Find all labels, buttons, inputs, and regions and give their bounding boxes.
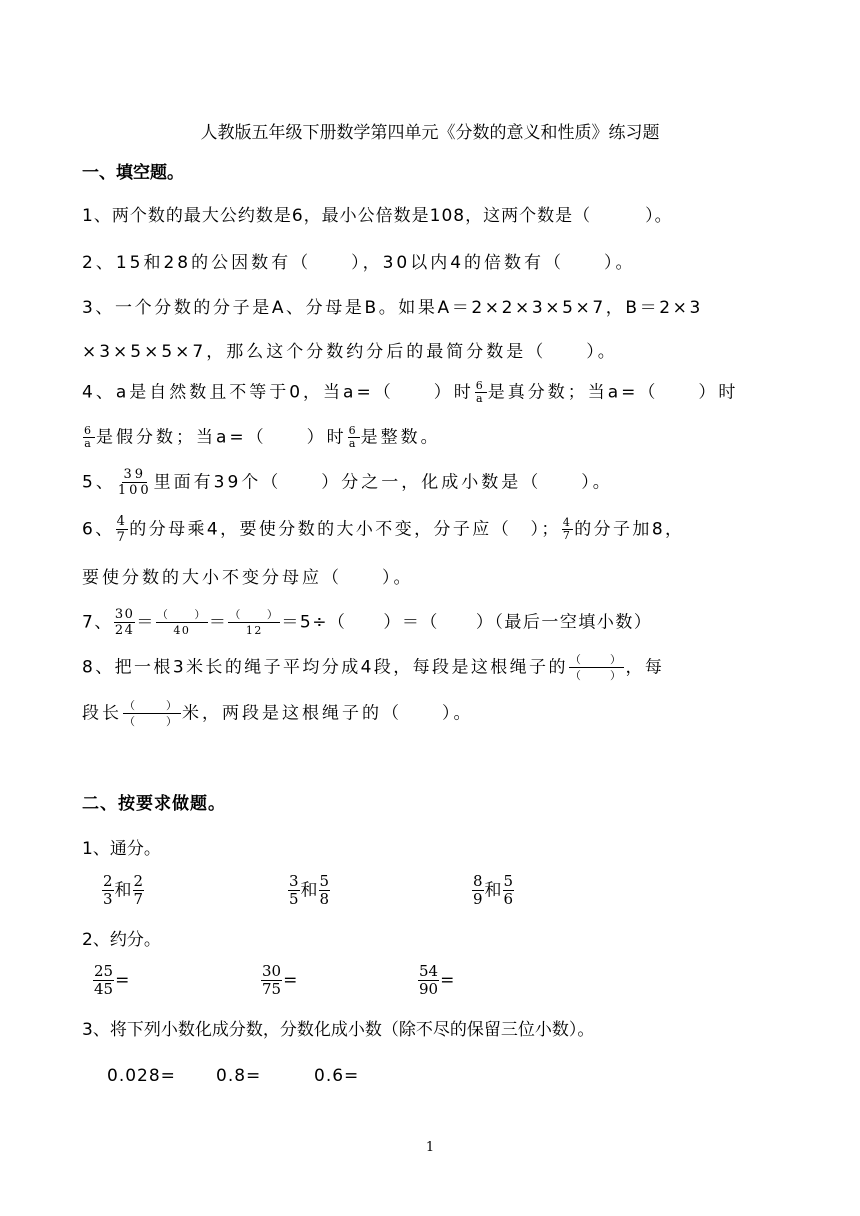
- subquestion-2: 2、约分。: [82, 930, 161, 950]
- fraction-4-over-7: [116, 514, 129, 545]
- section-heading-fill-blanks: 一、填空题。: [82, 163, 184, 183]
- conversion-item-2: 0.8=: [216, 1066, 262, 1086]
- fraction-6-over-a: [83, 425, 95, 450]
- question-4-line-2: [82, 425, 441, 450]
- fraction: [288, 873, 300, 908]
- conversion-item-3: 0.6=: [314, 1066, 360, 1086]
- fraction-denominator: 90: [419, 980, 439, 998]
- question-7: [82, 607, 652, 638]
- q7-prefix: 7、: [82, 612, 113, 633]
- q4-text-1: 4、a是自然数且不等于0，当a=（ ）时: [82, 382, 474, 403]
- fraction-numerator: （ ）: [124, 699, 180, 712]
- fraction-6-over-a: [348, 425, 360, 450]
- q6-text-2: 的分子加8，: [574, 519, 685, 540]
- fraction-denominator: 24: [114, 623, 135, 638]
- fraction-denominator: 7: [116, 530, 128, 545]
- fraction-numerator: 39: [123, 467, 147, 482]
- fraction-numerator: 8: [473, 872, 483, 890]
- blank-fraction: [123, 698, 181, 729]
- fraction-denominator: 7: [133, 890, 144, 908]
- simplify-item-3: [417, 963, 454, 998]
- fraction-numerator: 54: [419, 962, 439, 980]
- fraction-numerator: 6: [475, 379, 486, 392]
- page-number: 1: [425, 1140, 435, 1155]
- fraction: [418, 963, 439, 998]
- equals-sign: =: [283, 970, 298, 991]
- q4-text-4: 是整数。: [360, 427, 441, 448]
- fraction-39-over-100: [117, 467, 153, 498]
- page-title: 人教版五年级下册数学第四单元《分数的意义和性质》练习题: [200, 123, 660, 143]
- subquestion-3: 3、将下列小数化成分数，分数化成小数（除不尽的保留三位小数）。: [82, 1020, 595, 1040]
- question-4-line-1: [82, 380, 738, 405]
- equals-sign: ＝: [136, 612, 155, 633]
- fraction-numerator: 5: [503, 872, 514, 890]
- fraction-denominator: （ ）: [124, 715, 180, 728]
- fraction-denominator: 6: [503, 890, 514, 908]
- question-1: 1、两个数的最大公约数是6，最小公倍数是108，这两个数是（ ）。: [82, 206, 673, 226]
- fraction-6-over-a: [475, 380, 487, 405]
- fraction-denominator: （ ）: [569, 669, 624, 682]
- fraction-numerator: （ ）: [569, 653, 624, 666]
- question-8-line-2: [82, 698, 474, 729]
- fraction-blank-over-12: [228, 607, 280, 638]
- q8-text-3: 段长: [82, 703, 122, 724]
- q6-text-1: 的分母乘4，要使分数的大小不变，分子应（ ）；: [129, 519, 561, 540]
- fraction-denominator: 3: [103, 890, 113, 908]
- fraction-denominator: a: [84, 437, 94, 450]
- and-text: 和: [484, 880, 502, 901]
- fraction-numerator: 30: [262, 962, 282, 980]
- fraction-denominator: 75: [262, 980, 282, 998]
- section-heading-exercises: 二、按要求做题。: [82, 794, 226, 814]
- question-6-line-2: 要使分数的大小不变分母应（ ）。: [82, 568, 414, 588]
- simplify-item-2: [260, 963, 297, 998]
- q7-text: ＝5÷（ ）＝（ ）（最后一空填小数）: [281, 612, 653, 633]
- fraction-denominator: a: [348, 437, 359, 450]
- q8-text-1: 8、把一根3米长的绳子平均分成4段，每段是这根绳子的: [82, 657, 568, 678]
- fraction-4-over-7: [562, 517, 573, 542]
- fraction-numerator: 4: [562, 516, 573, 529]
- fraction-numerator: 5: [319, 872, 330, 890]
- fraction: [261, 963, 282, 998]
- fraction-numerator: 3: [289, 872, 299, 890]
- common-denominator-item-2: [287, 873, 331, 908]
- fraction-denominator: 7: [562, 529, 573, 542]
- fraction-numerator: 6: [84, 424, 94, 437]
- fraction-numerator: 30: [114, 607, 135, 622]
- q5-prefix: 5、: [82, 472, 116, 493]
- question-3-line-1: 3、一个分数的分子是A、分母是B。如果A＝2×2×3×5×7，B＝2×3: [82, 298, 703, 318]
- subquestion-1: 1、通分。: [82, 839, 161, 859]
- q6-prefix: 6、: [82, 519, 115, 540]
- q8-text-2: ，每: [625, 657, 665, 678]
- fraction-numerator: 2: [133, 872, 144, 890]
- question-8-line-1: [82, 652, 664, 683]
- fraction-numerator: 6: [348, 424, 359, 437]
- fraction-denominator: 8: [319, 890, 330, 908]
- fraction-30-over-24: [114, 607, 136, 638]
- fraction-numerator: 25: [94, 962, 114, 980]
- equals-sign: =: [115, 970, 130, 991]
- equals-sign: ＝: [208, 612, 228, 633]
- fraction-denominator: a: [475, 392, 486, 405]
- q4-text-3: 是假分数；当a=（ ）时: [96, 427, 347, 448]
- simplify-item-1: [92, 963, 129, 998]
- fraction-denominator: 9: [473, 890, 483, 908]
- equals-sign: =: [440, 970, 455, 991]
- and-text: 和: [114, 880, 132, 901]
- fraction-denominator: 12: [245, 624, 263, 637]
- question-3-line-2: ×3×5×5×7，那么这个分数约分后的最简分数是（ ）。: [82, 342, 618, 362]
- fraction-denominator: 45: [94, 980, 114, 998]
- fraction-denominator: 5: [289, 890, 299, 908]
- fraction: [319, 873, 331, 908]
- fraction: [102, 873, 114, 908]
- fraction-denominator: 100: [117, 483, 152, 498]
- blank-fraction: [569, 652, 625, 683]
- fraction-numerator: 2: [103, 872, 113, 890]
- fraction: [93, 963, 114, 998]
- fraction-denominator: 40: [173, 624, 191, 637]
- fraction-numerator: 4: [116, 514, 128, 529]
- fraction: [472, 873, 484, 908]
- and-text: 和: [300, 880, 318, 901]
- question-6-line-1: [82, 514, 684, 545]
- fraction: [133, 873, 145, 908]
- common-denominator-item-3: [471, 873, 515, 908]
- common-denominator-item-1: [101, 873, 145, 908]
- q8-text-4: 米，两段是这根绳子的（ ）。: [182, 703, 474, 724]
- fraction: [503, 873, 515, 908]
- fraction-blank-over-40: [156, 607, 208, 638]
- question-2: 2、15和28的公因数有（ ），30以内4的倍数有（ ）。: [82, 253, 636, 273]
- q5-text: 里面有39个（ ）分之一，化成小数是（ ）。: [153, 472, 613, 493]
- conversion-item-1: 0.028=: [107, 1066, 176, 1086]
- fraction-numerator: （ ）: [156, 608, 207, 621]
- q4-text-2: 是真分数；当a=（ ）时: [487, 382, 739, 403]
- fraction-numerator: （ ）: [229, 608, 280, 621]
- question-5: [82, 467, 613, 498]
